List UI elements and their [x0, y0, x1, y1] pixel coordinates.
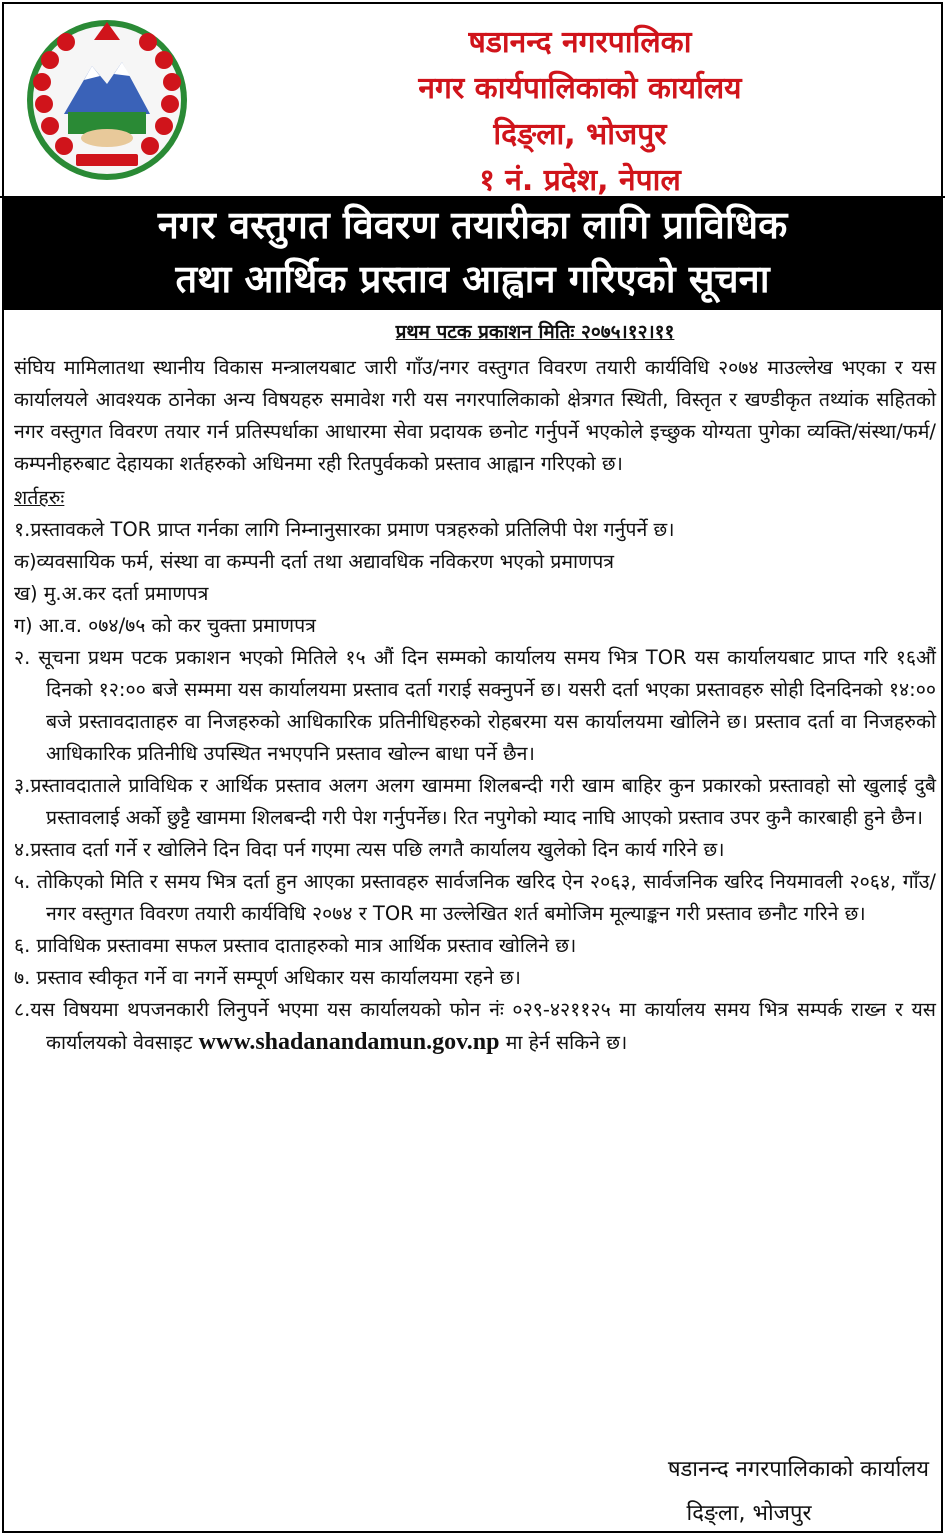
notice-title-banner [2, 198, 943, 310]
conditions-heading: शर्तहरुः [14, 486, 65, 509]
publication-date: प्रथम पटक प्रकाशन मितिः २०७५।१२।११ [395, 321, 675, 343]
header [0, 0, 945, 198]
notice-title-line1: नगर वस्तुगत विवरण तयारीका लागि प्राविधिक [157, 203, 788, 247]
notice-body [14, 352, 936, 1059]
condition-8-text: ८.यस विषयमा थपजनकारी लिनुपर्ने भएमा यस कार्यालयको फोन नंः ०२९-४२११२५ मा कार्यालय समय भित्र सम्पर्क राख्न र यस कार्यालयको वेवसाइट [14, 998, 936, 1054]
website-link[interactable]: www.shadanandamun.gov.np [198, 1029, 500, 1055]
condition-3: ३.प्रस्तावदाताले प्राविधिक र आर्थिक प्रस्ताव अलग अलग खाममा शिलबन्दी गरी खाम बाहिर कुन प्रकारको प्रस्तावहो सो खुलाई दुबै प्रस्तावलाई अर्को छुट्टै खाममा शिलबन्दी गरी पेश गर्नुपर्नेछ। रित नपुगेको म्याद नाघि आएको प्रस्ताव उपर कुनै कारबाही हुने छैन। [14, 774, 936, 829]
office-address: दिङ्ला, भोजपुर [493, 117, 667, 152]
condition-8-end: मा हेर्न सकिने छ। [505, 1031, 628, 1054]
intro-paragraph: संघिय मामिलातथा स्थानीय विकास मन्त्रालयबाट जारी गाँउ/नगर वस्तुगत विवरण तयारी कार्यविधि २०७४ माउल्लेख भएका र यस कार्यालयले आवश्यक ठानेका अन्य विषयहरु समावेश गरी यस नगरपालिकाको क्षेत्रगत स्थिती, विस्तृत र खण्डीकृत तथ्यांक सहितको नगर वस्तुगत विवरण तयार गर्न प्रतिस्पर्धाका आधारमा सेवा प्रदायक छनोट गर्नुपर्ने भएकोले इच्छुक योग्यता पुगेका व्यक्ति/संस्था/फर्म/कम्पनीहरुबाट देहायका शर्तहरुको अधिनमा रही रितपुर्वकको प्रस्ताव आह्वान गरिएको छ। [14, 356, 936, 475]
province-country: १ नं. प्रदेश, नेपाल [479, 163, 681, 198]
notice-title-line2: तथा आर्थिक प्रस्ताव आह्वान गरिएको सूचना [175, 257, 770, 301]
signature-office: षडानन्द नगरपालिकाको कार्यालय [667, 1457, 929, 1482]
municipality-name: षडानन्द नगरपालिका [468, 25, 692, 60]
nepal-emblem-icon [14, 14, 200, 186]
condition-6: ६. प्राविधिक प्रस्तावमा सफल प्रस्ताव दाताहरुको मात्र आर्थिक प्रस्ताव खोलिने छ। [14, 934, 577, 957]
condition-2: २. सूचना प्रथम पटक प्रकाशन भएको मितिले १५ औं दिन सम्मको कार्यालय समय भित्र TOR यस कार्यालयबाट प्राप्त गरि १६औं दिनको १२:०० बजे सम्ममा यस कार्यालयमा प्रस्ताव दर्ता गराई सक्नुपर्ने छ। यसरी दर्ता भएका प्रस्तावहरु सोही दिनदिनको १४:०० बजे प्रस्तावदाताहरु वा निजहरुको आधिकारिक प्रतिनीधिहरुको रोहबरमा यस कार्यालयमा खोलिने छ। प्रस्ताव दर्ता वा निजहरुको आधिकारिक प्रतिनीधि उपस्थित नभएपनि प्रस्ताव खोल्न बाधा पर्ने छैन। [14, 646, 936, 765]
condition-4: ४.प्रस्ताव दर्ता गर्ने र खोलिने दिन विदा पर्न गएमा त्यस पछि लगतै कार्यालय खुलेको दिन कार्य गरिने छ। [14, 838, 725, 861]
condition-1b: ख) मु.अ.कर दर्ता प्रमाणपत्र [14, 582, 209, 605]
condition-8 [14, 994, 936, 1059]
condition-1a: क)व्यवसायिक फर्म, संस्था वा कम्पनी दर्ता तथा अद्यावधिक नविकरण भएको प्रमाणपत्र [14, 550, 615, 573]
signature-address: दिङ्ला, भोजपुर [686, 1501, 812, 1526]
signature-block [489, 1448, 929, 1536]
condition-1: १.प्रस्तावकले TOR प्राप्त गर्नका लागि निम्नानुसारका प्रमाण पत्रहरुको प्रतिलिपी पेश गर्नुपर्ने छ। [14, 518, 675, 541]
office-name: नगर कार्यपालिकाको कार्यालय [418, 71, 742, 106]
condition-1c: ग) आ.व. ०७४/७५ को कर चुक्ता प्रमाणपत्र [14, 614, 316, 637]
condition-7: ७. प्रस्ताव स्वीकृत गर्ने वा नगर्ने सम्पूर्ण अधिकार यस कार्यालयमा रहने छ। [14, 966, 521, 989]
condition-5: ५. तोकिएको मिति र समय भित्र दर्ता हुन आएका प्रस्तावहरु सार्वजनिक खरिद ऐन २०६३, सार्वजनिक खरिद नियमावली २०६४, गाँउ/नगर वस्तुगत विवरण तयारी कार्यविधि २०७४ र TOR मा उल्लेखित शर्त बमोजिम मूल्याङ्कन गरी प्रस्ताव छनौट गरिने छ। [14, 870, 936, 925]
